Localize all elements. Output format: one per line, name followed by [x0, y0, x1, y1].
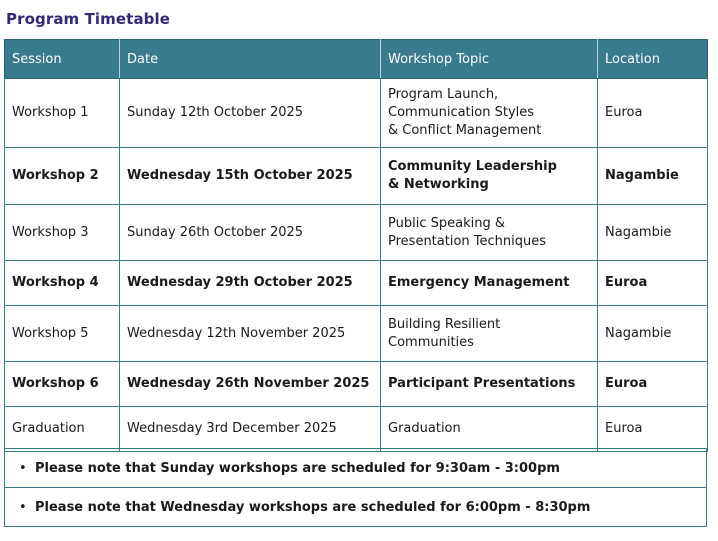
table-row [5, 79, 708, 148]
cell-location: Nagambie [598, 306, 708, 362]
cell-topic [381, 306, 598, 362]
cell-session: Graduation [5, 407, 120, 452]
bullet-icon: • [19, 460, 27, 476]
cell-date: Wednesday 12th November 2025 [120, 306, 381, 362]
topic-line: Presentation Techniques [388, 233, 547, 249]
cell-location: Euroa [598, 362, 708, 407]
cell-topic [381, 205, 598, 261]
topic-line: Building Resilient [388, 316, 501, 332]
table-row [5, 306, 708, 362]
note-cell [5, 449, 707, 488]
cell-topic [381, 407, 598, 452]
cell-topic [381, 261, 598, 306]
topic-line: & Conflict Management [388, 123, 542, 138]
page-title: Program Timetable [6, 10, 171, 28]
note-row [5, 449, 707, 488]
notes-table [4, 448, 707, 527]
cell-session: Workshop 4 [5, 261, 120, 306]
cell-location: Euroa [598, 261, 708, 306]
cell-location: Nagambie [598, 148, 708, 205]
cell-date: Wednesday 15th October 2025 [120, 148, 381, 205]
cell-session: Workshop 6 [5, 362, 120, 407]
note-text: Please note that Wednesday workshops are scheduled for 6:00pm - 8:30pm [35, 499, 591, 515]
note-text: Please note that Sunday workshops are scheduled for 9:30am - 3:00pm [35, 460, 560, 476]
table-row [5, 261, 708, 306]
timetable [4, 39, 708, 452]
header-workshop-topic: Workshop Topic [381, 40, 598, 79]
cell-date: Sunday 26th October 2025 [120, 205, 381, 261]
cell-location: Euroa [598, 407, 708, 452]
topic-line: & Networking [388, 177, 489, 192]
cell-session: Workshop 5 [5, 306, 120, 362]
table-row [5, 205, 708, 261]
topic-line: Communities [388, 334, 474, 350]
cell-date: Sunday 12th October 2025 [120, 79, 381, 148]
cell-topic [381, 148, 598, 205]
table-row [5, 148, 708, 205]
cell-date: Wednesday 3rd December 2025 [120, 407, 381, 452]
note-row [5, 488, 707, 527]
topic-line: Graduation [388, 421, 461, 436]
topic-line: Program Launch, [388, 87, 499, 102]
cell-topic [381, 362, 598, 407]
topic-line: Community Leadership [388, 159, 557, 174]
header-date: Date [120, 40, 381, 79]
cell-session: Workshop 2 [5, 148, 120, 205]
cell-session: Workshop 3 [5, 205, 120, 261]
topic-line: Communication Styles [388, 105, 535, 120]
cell-date: Wednesday 29th October 2025 [120, 261, 381, 306]
cell-topic [381, 79, 598, 148]
cell-date: Wednesday 26th November 2025 [120, 362, 381, 407]
cell-location: Nagambie [598, 205, 708, 261]
topic-line: Participant Presentations [388, 376, 576, 391]
header-session: Session [5, 40, 120, 79]
bullet-icon: • [19, 499, 27, 515]
note-cell [5, 488, 707, 527]
topic-line: Public Speaking & [388, 215, 505, 231]
table-row [5, 407, 708, 452]
table-row [5, 362, 708, 407]
cell-session: Workshop 1 [5, 79, 120, 148]
header-location: Location [598, 40, 708, 79]
cell-location: Euroa [598, 79, 708, 148]
topic-line: Emergency Management [388, 275, 570, 290]
table-header-row [5, 40, 708, 79]
